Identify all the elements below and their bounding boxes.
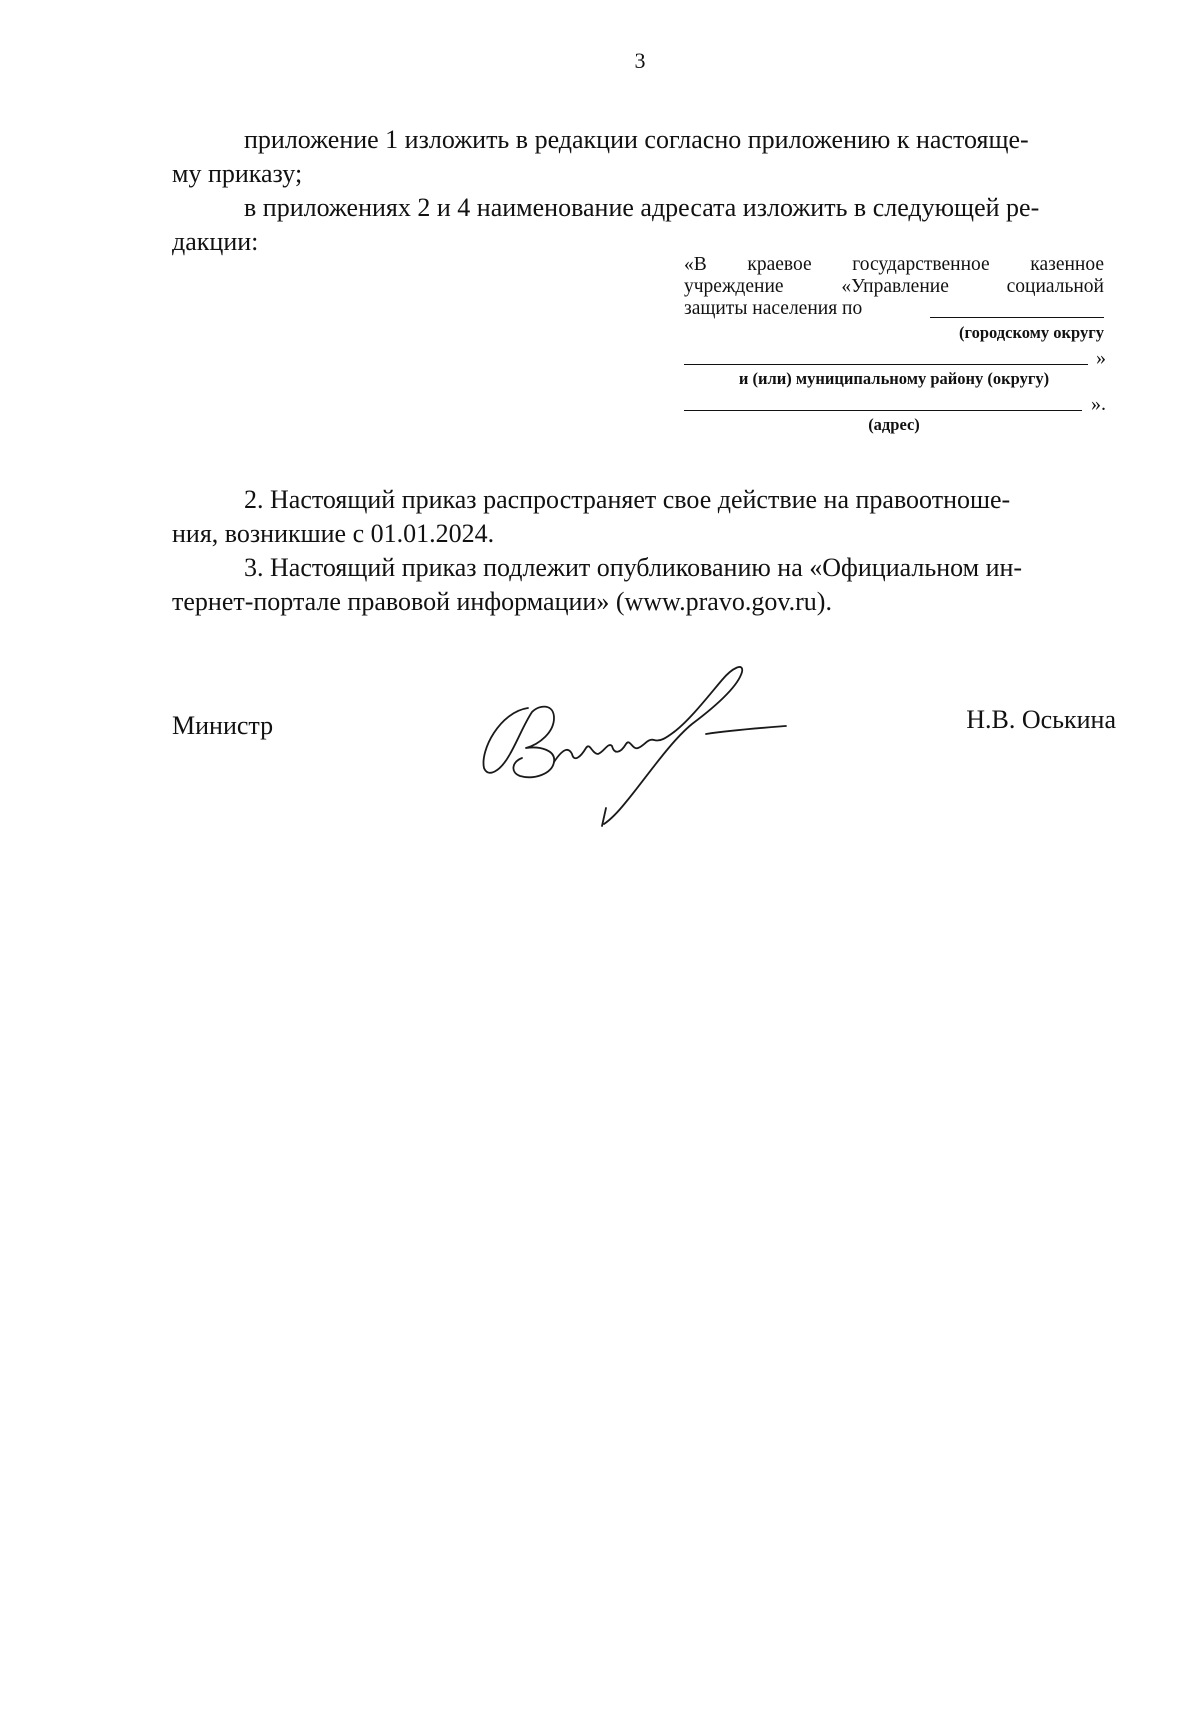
address-blank-row [684, 389, 1104, 415]
clause-2-line-2: ния, возникшие с 01.01.2024. [172, 519, 495, 548]
signatory-name: Н.В. Оськина [966, 705, 1116, 734]
clause-3-line-1: 3. Настоящий приказ подлежит опубликованию на «Официальном ин- [244, 553, 1023, 582]
paragraph-appendix-1-line-2: му приказу; [172, 159, 303, 188]
clause-2-line-1: 2. Настоящий приказ распространяет свое действие на правоотноше- [244, 485, 1011, 514]
addressee-line-1: «В краевое государственное казенное [684, 254, 1104, 275]
addressee-line-2: учреждение «Управление социальной [684, 276, 1104, 297]
address-blank-line [684, 410, 1082, 411]
municipal-blank-line [684, 364, 1088, 365]
municipal-blank-row [684, 343, 1104, 369]
paragraph-appendix-2-4-line-1: в приложениях 2 и 4 наименование адресата изложить в следующей ре- [244, 193, 1040, 222]
signatory-title: Министр [172, 711, 274, 740]
paragraph-appendix-2-4-line-2: дакции: [172, 227, 259, 256]
addressee-block [684, 254, 1104, 435]
order-clauses [172, 483, 1116, 619]
addressee-line-3: защиты населения по [684, 298, 863, 319]
clause-3-line-2: тернет-портале правовой информации» (www.pravo.gov.ru). [172, 587, 832, 616]
amendment-paragraphs [172, 123, 1116, 259]
caption-municipal: и (или) муниципальному району (округу) [738, 369, 1050, 388]
caption-district: (городскому округу [959, 323, 1104, 342]
addressee-line-3-row [684, 298, 1104, 320]
paragraph-appendix-1-line-1: приложение 1 изложить в редакции согласно приложению к настояще- [244, 125, 1029, 154]
district-blank-line [930, 317, 1104, 318]
closing-quote-end: ». [1091, 393, 1106, 415]
caption-address: (адрес) [868, 415, 920, 434]
handwritten-signature [470, 650, 790, 830]
closing-quote: » [1096, 347, 1106, 369]
page-number: 3 [634, 48, 646, 73]
